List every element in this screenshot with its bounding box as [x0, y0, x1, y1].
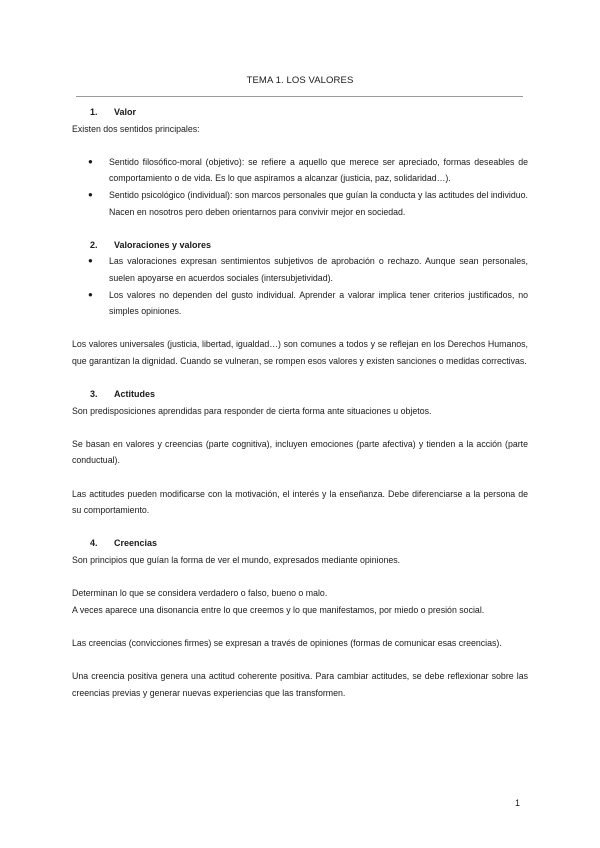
list-item-text: Los valores no dependen del gusto individual. Aprender a valorar implica tener criterios justificados, no simples opiniones. — [109, 289, 528, 317]
bullet-icon: ● — [88, 256, 93, 266]
document-body — [72, 104, 528, 701]
section-heading — [72, 535, 528, 552]
list-item — [72, 187, 528, 220]
bullet-icon: ● — [88, 156, 93, 166]
section-title: Valor — [114, 107, 137, 117]
section-number: 1. — [90, 107, 98, 117]
section-number: 3. — [90, 389, 98, 400]
section-heading — [72, 237, 528, 254]
title-divider — [76, 96, 523, 97]
bullet-list — [72, 154, 528, 220]
document-title: TEMA 1. LOS VALORES — [246, 75, 354, 86]
section-creencias — [72, 535, 528, 701]
section-title: Valoraciones y valores — [114, 239, 212, 250]
paragraph: Las actitudes pueden modificarse con la motivación, el interés y la enseñanza. Debe diferenciarse a la persona de su comportamiento. — [72, 488, 528, 516]
section-valor — [72, 104, 528, 220]
paragraph: Los valores universales (justicia, libertad, igualdad…) son comunes a todos y se reflejan en los Derechos Humanos, que garantizan la dignidad. Cuando se vulneran, se rompen esos valores y existen sanciones o medidas correctivas. — [72, 339, 528, 366]
list-item — [72, 154, 528, 187]
section-title: Creencias — [114, 538, 158, 549]
paragraph: Determinan lo que se considera verdadero o falso, bueno o malo. — [72, 588, 328, 599]
paragraph: Las creencias (convicciones firmes) se expresan a través de opiniones (formas de comunicar esas creencias). — [72, 638, 502, 648]
section-valoraciones — [72, 237, 528, 370]
section-number: 2. — [90, 239, 98, 250]
paragraph: Se basan en valores y creencias (parte cognitiva), incluyen emociones (parte afectiva) y tienden a la acción (parte conductual). — [72, 438, 528, 466]
bullet-icon: ● — [88, 189, 93, 199]
section-number: 4. — [90, 538, 98, 549]
section-intro: Existen dos sentidos principales: — [72, 123, 200, 134]
list-item-text: Sentido filosófico-moral (objetivo): se refiere a aquello que merece ser apreciado, formas deseables de comportamiento o de vida. Es lo que aspiramos a alcanzar (justicia, paz, solidaridad…). — [109, 156, 528, 184]
list-item — [72, 253, 528, 286]
section-heading — [72, 386, 528, 403]
section-heading — [72, 104, 528, 121]
paragraph: Una creencia positiva genera una actitud coherente positiva. Para cambiar actitudes, se debe reflexionar sobre las creencias previas y generar nuevas experiencias que las transformen. — [72, 671, 528, 698]
page-number: 1 — [515, 798, 521, 808]
bullet-icon: ● — [88, 289, 93, 299]
bullet-list — [72, 253, 528, 319]
list-item-text: Las valoraciones expresan sentimientos subjetivos de aprobación o rechazo. Aunque sean personales, suelen apoyarse en acuerdos sociales (intersubjetividad). — [109, 256, 528, 283]
paragraph: Son principios que guían la forma de ver el mundo, expresados mediante opiniones. — [72, 555, 401, 566]
list-item — [72, 287, 528, 320]
section-title: Actitudes — [114, 389, 156, 400]
paragraph: Son predisposiciones aprendidas para responder de cierta forma ante situaciones u objetos. — [72, 405, 432, 416]
paragraph: A veces aparece una disonancia entre lo que creemos y lo que manifestamos, por miedo o presión social. — [72, 604, 485, 615]
section-actitudes — [72, 386, 528, 519]
list-item-text: Sentido psicológico (individual): son marcos personales que guían la conducta y las actitudes del individuo. Nacen en nosotros pero deben orientarnos para convivir mejor en sociedad. — [109, 189, 528, 217]
